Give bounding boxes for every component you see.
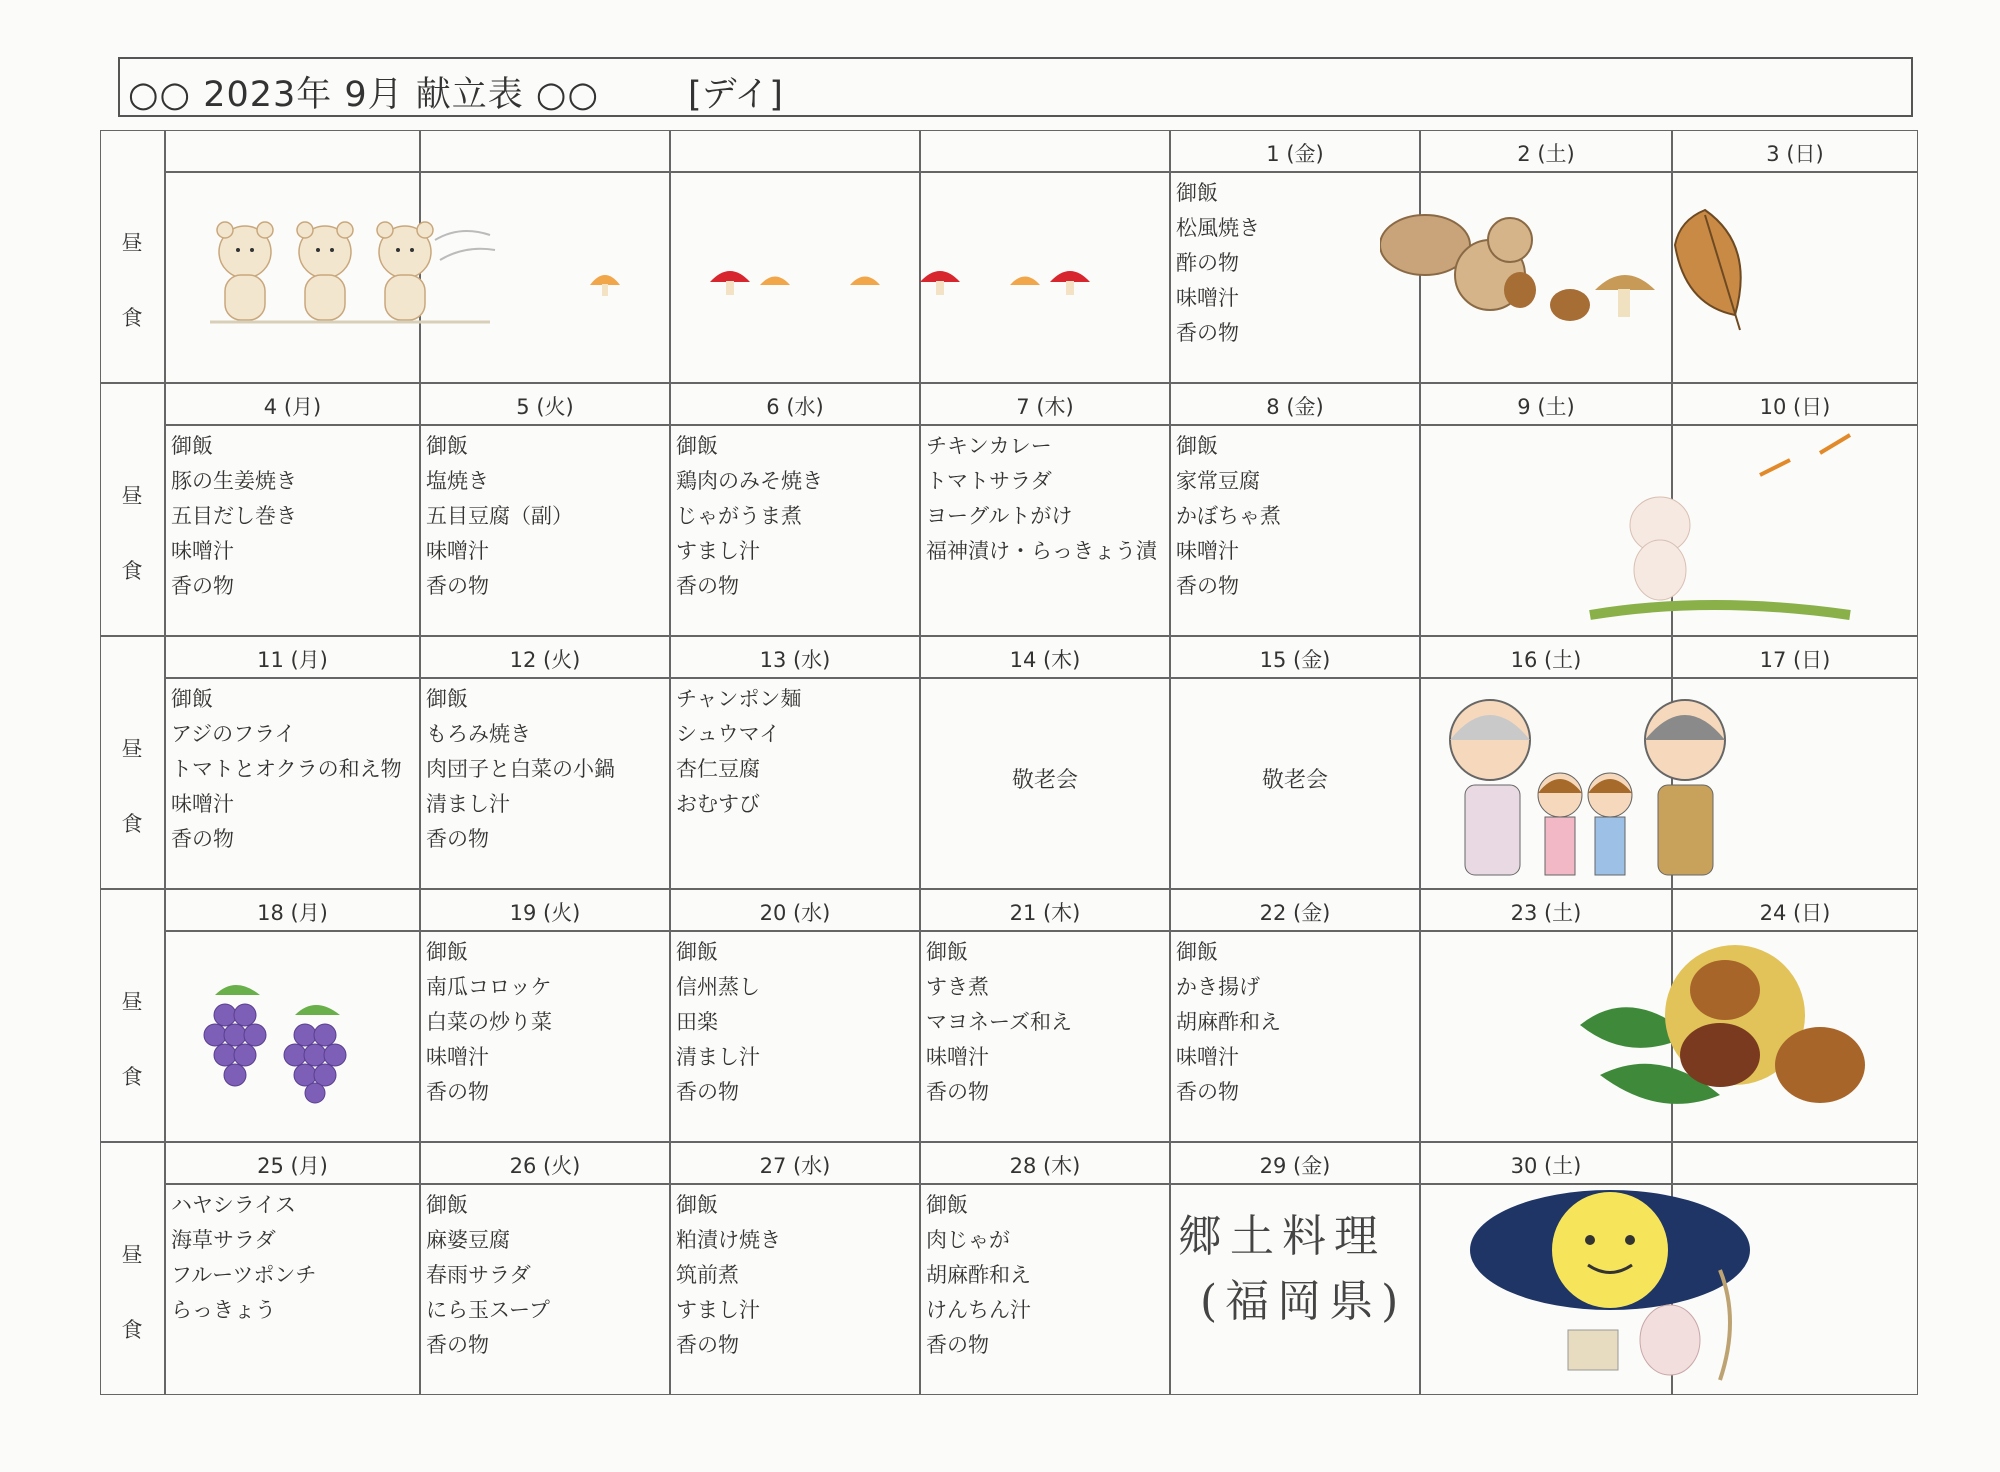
menu-item: 香の物: [426, 827, 489, 851]
menu-item: 鶏肉のみそ焼き: [676, 469, 823, 493]
menu-item: にら玉スープ: [426, 1298, 550, 1322]
day-date: 21 (木): [1009, 901, 1081, 925]
dragonfly-icon: [1760, 435, 1850, 475]
menu-item: かぼちゃ煮: [1176, 504, 1281, 528]
menu-item: じゃがうま煮: [676, 504, 802, 528]
menu-item: 香の物: [171, 574, 234, 598]
menu-item: 豚の生姜焼き: [171, 469, 297, 493]
day-menu: [676, 935, 760, 1110]
menu-item: 御飯: [426, 434, 468, 458]
menu-item: アジのフライ: [171, 722, 296, 746]
day-menu: [676, 1188, 781, 1363]
menu-item: 五目豆腐（副）: [426, 504, 573, 528]
menu-item: 味噌汁: [1176, 1045, 1239, 1069]
bear-cub: [217, 222, 433, 320]
menu-item: ヨーグルトがけ: [926, 504, 1073, 528]
menu-item: 香の物: [426, 1080, 489, 1104]
menu-item: チキンカレー: [926, 434, 1052, 458]
menu-item: 香の物: [426, 1333, 489, 1357]
menu-item: おむすび: [676, 792, 760, 816]
page-title: ○○ 2023年 9月 献立表 ○○: [128, 75, 600, 115]
day-date: 14 (木): [1009, 648, 1081, 672]
menu-item: 味噌汁: [1176, 286, 1239, 310]
day-date: 8 (金): [1266, 395, 1324, 419]
day-date: 13 (水): [759, 648, 831, 672]
menu-item: 香の物: [926, 1333, 989, 1357]
day-date: 4 (月): [263, 395, 322, 419]
day-date: 26 (火): [509, 1154, 581, 1178]
day-date: 18 (月): [257, 901, 328, 925]
day-date: 5 (火): [516, 395, 574, 419]
menu-item: 御飯: [676, 1193, 718, 1217]
menu-item: 肉団子と白菜の小鍋: [426, 757, 615, 781]
menu-item: 味噌汁: [926, 1045, 989, 1069]
leaf-illustration: [1665, 205, 1755, 335]
day-menu: [926, 935, 1072, 1110]
day-date: 6 (水): [766, 395, 824, 419]
day-date: 17 (日): [1759, 648, 1831, 672]
menu-item: 胡麻酢和え: [1176, 1010, 1281, 1034]
page-subtitle: [デイ]: [688, 75, 783, 115]
menu-item: 信州蒸し: [676, 975, 760, 999]
menu-item: かき揚げ: [1176, 975, 1260, 999]
day-date: 3 (日): [1766, 142, 1824, 166]
day-date: 12 (火): [509, 648, 581, 672]
day-menu: [926, 429, 1157, 569]
menu-item: 味噌汁: [171, 539, 234, 563]
family-illustration: [1430, 695, 1750, 885]
day-date: 23 (土): [1510, 901, 1582, 925]
menu-item: 杏仁豆腐: [676, 757, 760, 781]
menu-item: 南瓜コロッケ: [426, 975, 552, 999]
menu-item: 御飯: [1176, 434, 1218, 458]
meal-label-top: 昼: [121, 484, 143, 508]
menu-item: 白菜の炒り菜: [426, 1010, 552, 1034]
day-menu: [171, 429, 297, 604]
event-label: 敬老会: [1011, 768, 1078, 793]
chestnuts-illustration: [1570, 945, 1890, 1120]
menu-item: もろみ焼き: [426, 722, 531, 746]
day-date: 30 (土): [1510, 1154, 1582, 1178]
menu-item: 福神漬け・らっきょう漬: [926, 539, 1157, 563]
day-date: 25 (月): [257, 1154, 328, 1178]
menu-item: すまし汁: [676, 539, 760, 563]
day-menu: [1176, 176, 1260, 351]
day-date: 16 (土): [1510, 648, 1582, 672]
handwritten-note-line1: 郷土料理: [1178, 1211, 1386, 1262]
menu-item: 春雨サラダ: [426, 1263, 531, 1287]
handwritten-note-line2: (福岡県): [1200, 1276, 1407, 1327]
menu-item: 香の物: [1176, 321, 1239, 345]
day-menu: [926, 1188, 1031, 1363]
menu-item: けんちん汁: [926, 1298, 1031, 1322]
menu-item: 香の物: [171, 827, 234, 851]
grapes-illustration: [175, 975, 355, 1105]
day-menu: [171, 682, 402, 857]
menu-item: ハヤシライス: [171, 1193, 296, 1217]
title-box: [118, 57, 1913, 117]
menu-item: 清まし汁: [676, 1045, 760, 1069]
bear-cubs-illustration: [200, 220, 500, 330]
menu-item: トマトとオクラの和え物: [171, 757, 402, 781]
day-date: 24 (日): [1759, 901, 1831, 925]
menu-item: 松風焼き: [1176, 216, 1260, 240]
meal-label-bottom: 食: [121, 1065, 143, 1089]
menu-item: 御飯: [171, 434, 213, 458]
menu-item: 塩焼き: [426, 469, 489, 493]
day-menu: [426, 429, 573, 604]
menu-item: 味噌汁: [426, 539, 489, 563]
menu-item: すまし汁: [676, 1298, 760, 1322]
menu-item: 香の物: [426, 574, 489, 598]
menu-item: 麻婆豆腐: [426, 1228, 510, 1252]
menu-item: 肉じゃが: [926, 1228, 1010, 1252]
menu-item: らっきょう: [171, 1298, 276, 1322]
event-label: 敬老会: [1261, 768, 1328, 793]
menu-item: 田楽: [676, 1010, 718, 1034]
menu-item: シュウマイ: [676, 722, 781, 746]
meal-label-top: 昼: [121, 1243, 143, 1267]
day-date: 19 (火): [509, 901, 581, 925]
day-menu: [1176, 935, 1281, 1110]
menu-item: 香の物: [926, 1080, 989, 1104]
menu-item: 御飯: [1176, 940, 1218, 964]
meal-label-top: 昼: [121, 990, 143, 1014]
menu-item: 粕漬け焼き: [676, 1228, 781, 1252]
menu-item: 胡麻酢和え: [926, 1263, 1031, 1287]
menu-item: マヨネーズ和え: [926, 1010, 1072, 1034]
menu-item: 香の物: [676, 1333, 739, 1357]
menu-item: 味噌汁: [1176, 539, 1239, 563]
day-date: 28 (木): [1009, 1154, 1081, 1178]
menu-item: 御飯: [926, 940, 968, 964]
menu-item: 海草サラダ: [171, 1228, 276, 1252]
meal-label-bottom: 食: [121, 812, 143, 836]
day-date: 27 (水): [759, 1154, 831, 1178]
moon-rabbit-illustration: [1470, 1180, 1760, 1390]
mushroom: [590, 271, 1090, 296]
day-date: 2 (土): [1517, 142, 1575, 166]
day-date: 11 (月): [257, 648, 328, 672]
squirrel-illustration: [1380, 205, 1670, 335]
menu-item: 清まし汁: [426, 792, 510, 816]
menu-item: トマトサラダ: [926, 469, 1052, 493]
day-menu: [676, 429, 823, 604]
day-date: 20 (水): [759, 901, 831, 925]
menu-item: 香の物: [1176, 574, 1239, 598]
menu-item: 味噌汁: [171, 792, 234, 816]
rabbit-dragonflies-illustration: [1560, 425, 1870, 625]
meal-label-bottom: 食: [121, 559, 143, 583]
day-menu: [426, 682, 615, 857]
day-date: 29 (金): [1259, 1154, 1331, 1178]
meal-label-bottom: 食: [121, 306, 143, 330]
meal-label-top: 昼: [121, 231, 143, 255]
day-menu: [426, 1188, 550, 1363]
menu-item: 家常豆腐: [1176, 469, 1260, 493]
menu-item: 御飯: [676, 940, 718, 964]
meal-label-top: 昼: [121, 737, 143, 761]
mushrooms-illustration: [580, 260, 1120, 310]
menu-item: 御飯: [676, 434, 718, 458]
menu-item: フルーツポンチ: [171, 1263, 317, 1287]
day-date: 10 (日): [1759, 395, 1831, 419]
menu-item: 香の物: [676, 574, 739, 598]
day-date: 15 (金): [1259, 648, 1331, 672]
meal-label-bottom: 食: [121, 1318, 143, 1342]
menu-item: 酢の物: [1176, 251, 1239, 275]
menu-item: 御飯: [426, 1193, 468, 1217]
day-menu: [676, 682, 801, 822]
day-menu: [1176, 429, 1281, 604]
menu-item: 香の物: [676, 1080, 739, 1104]
day-date: 1 (金): [1266, 142, 1324, 166]
menu-item: チャンポン麺: [676, 687, 802, 711]
menu-item: 御飯: [426, 940, 468, 964]
menu-item: 味噌汁: [426, 1045, 489, 1069]
day-menu: [426, 935, 552, 1110]
day-date: 9 (土): [1517, 395, 1575, 419]
menu-item: すき煮: [926, 975, 989, 999]
day-date: 22 (金): [1259, 901, 1331, 925]
menu-item: 御飯: [926, 1193, 968, 1217]
day-date: 7 (木): [1016, 395, 1074, 419]
menu-item: 御飯: [171, 687, 213, 711]
menu-item: 香の物: [1176, 1080, 1239, 1104]
day-menu: [171, 1188, 316, 1328]
menu-item: 御飯: [426, 687, 468, 711]
menu-item: 筑前煮: [676, 1263, 739, 1287]
menu-item: 五目だし巻き: [171, 504, 297, 528]
menu-item: 御飯: [1176, 181, 1218, 205]
